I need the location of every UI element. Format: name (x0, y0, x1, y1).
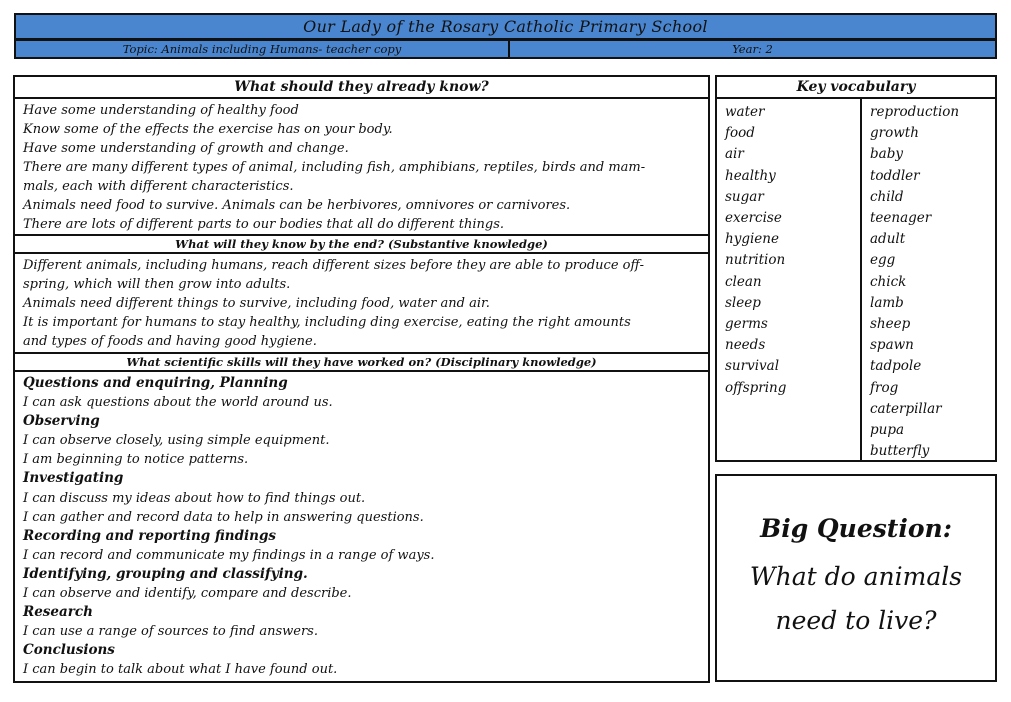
topic-label: Topic: Animals including Humans- teacher copy (16, 41, 510, 57)
big-question-line: need to live? (775, 605, 937, 635)
skill-line: I can record and communicate my findings in a range of ways. (23, 547, 435, 563)
know-by-end-line: It is important for humans to stay healthy, including ding exercise, eating the right amounts (23, 315, 631, 330)
already-know-line: Have some understanding of healthy food (23, 103, 299, 118)
skill-line: I can gather and record data to help in answering questions. (23, 509, 424, 525)
school-title-bar (14, 13, 997, 40)
vocabulary-word: baby (870, 146, 903, 163)
vocabulary-word: exercise (725, 210, 782, 227)
big-question-panel (715, 474, 997, 682)
know-by-end-line: spring, which will then grow into adults. (23, 277, 291, 292)
vocabulary-word: sleep (725, 294, 761, 311)
already-know-line: Animals need food to survive. Animals can be herbivores, omnivores or carnivores. (23, 198, 571, 213)
skill-heading: Recording and reporting findings (23, 527, 276, 544)
year-label: Year: 2 (732, 42, 773, 56)
key-vocabulary-panel (715, 75, 997, 462)
skill-line: I can begin to talk about what I have found out. (23, 662, 338, 678)
know-by-end-heading: What will they know by the end? (Substantive knowledge) (15, 234, 708, 254)
already-know-line: Have some understanding of growth and change. (23, 141, 349, 156)
vocabulary-word: butterfly (870, 443, 930, 460)
know-by-end-line: Animals need different things to survive, including food, water and air. (23, 296, 490, 311)
skill-heading: Conclusions (23, 642, 115, 659)
skill-heading: Questions and enquiring, Planning (23, 375, 288, 391)
vocabulary-word: caterpillar (870, 400, 942, 417)
vocabulary-word: tadpole (870, 358, 922, 375)
already-know-body (15, 99, 708, 234)
vocabulary-word: frog (870, 379, 899, 396)
big-question-line: What do animals (749, 561, 963, 591)
skill-line: I can use a range of sources to find answers. (23, 624, 318, 640)
vocabulary-word: survival (725, 358, 780, 375)
vocabulary-word: sheep (870, 316, 911, 333)
skill-line: I can observe and identify, compare and describe. (23, 586, 352, 602)
skill-line: I am beginning to notice patterns. (23, 452, 249, 468)
skills-heading: What scientific skills will they have worked on? (Disciplinary knowledge) (15, 352, 708, 372)
vocabulary-word: adult (870, 231, 906, 248)
know-by-end-line: and types of foods and having good hygiene. (23, 334, 317, 349)
vocabulary-word: germs (725, 316, 768, 333)
know-by-end-line: Different animals, including humans, reach different sizes before they are able to produce off- (23, 258, 645, 273)
vocabulary-word: chick (870, 273, 907, 290)
vocabulary-word: air (725, 146, 744, 163)
vocabulary-word: sugar (725, 188, 764, 205)
vocabulary-word: lamb (870, 294, 904, 311)
skill-line: I can discuss my ideas about how to find things out. (23, 490, 366, 506)
topic-year-bar (14, 39, 997, 59)
vocabulary-column-1 (717, 99, 862, 460)
already-know-line: mals, each with different characteristics. (23, 179, 294, 194)
school-name: Our Lady of the Rosary Catholic Primary School (303, 17, 708, 36)
skill-heading: Investigating (23, 470, 124, 487)
vocabulary-word: toddler (870, 167, 920, 184)
vocabulary-word: pupa (870, 422, 905, 439)
skills-body (15, 372, 708, 680)
already-know-heading: What should they already know? (15, 77, 708, 99)
vocabulary-word: needs (725, 337, 766, 354)
vocabulary-word: nutrition (725, 252, 786, 269)
vocabulary-word: reproduction (870, 104, 960, 120)
vocabulary-word: food (725, 125, 755, 142)
skill-heading: Observing (23, 413, 100, 430)
vocabulary-word: offspring (725, 379, 787, 396)
already-know-line: Know some of the effects the exercise has on your body. (23, 122, 393, 137)
skill-line: I can observe closely, using simple equipment. (23, 433, 330, 449)
vocabulary-word: spawn (870, 337, 914, 354)
knowledge-panel (13, 75, 710, 683)
already-know-line: There are many different types of animal, including fish, amphibians, reptiles, birds and mam- (23, 160, 646, 175)
skill-line: I can ask questions about the world around us. (23, 395, 333, 411)
vocabulary-word: clean (725, 273, 762, 290)
skill-heading: Identifying, grouping and classifying. (23, 565, 308, 582)
vocabulary-word: child (870, 188, 904, 205)
skill-heading: Research (23, 604, 93, 621)
vocabulary-word: water (725, 104, 765, 120)
know-by-end-body (15, 254, 708, 352)
big-question-title: Big Question: (760, 513, 952, 543)
vocabulary-word: healthy (725, 167, 776, 184)
vocabulary-word: teenager (870, 210, 932, 227)
vocabulary-word: egg (870, 252, 896, 269)
already-know-line: There are lots of different parts to our bodies that all do different things. (23, 217, 504, 232)
vocabulary-word: growth (870, 125, 919, 142)
vocabulary-word: hygiene (725, 231, 779, 248)
vocabulary-column-2 (862, 99, 995, 460)
vocabulary-heading: Key vocabulary (717, 77, 995, 99)
